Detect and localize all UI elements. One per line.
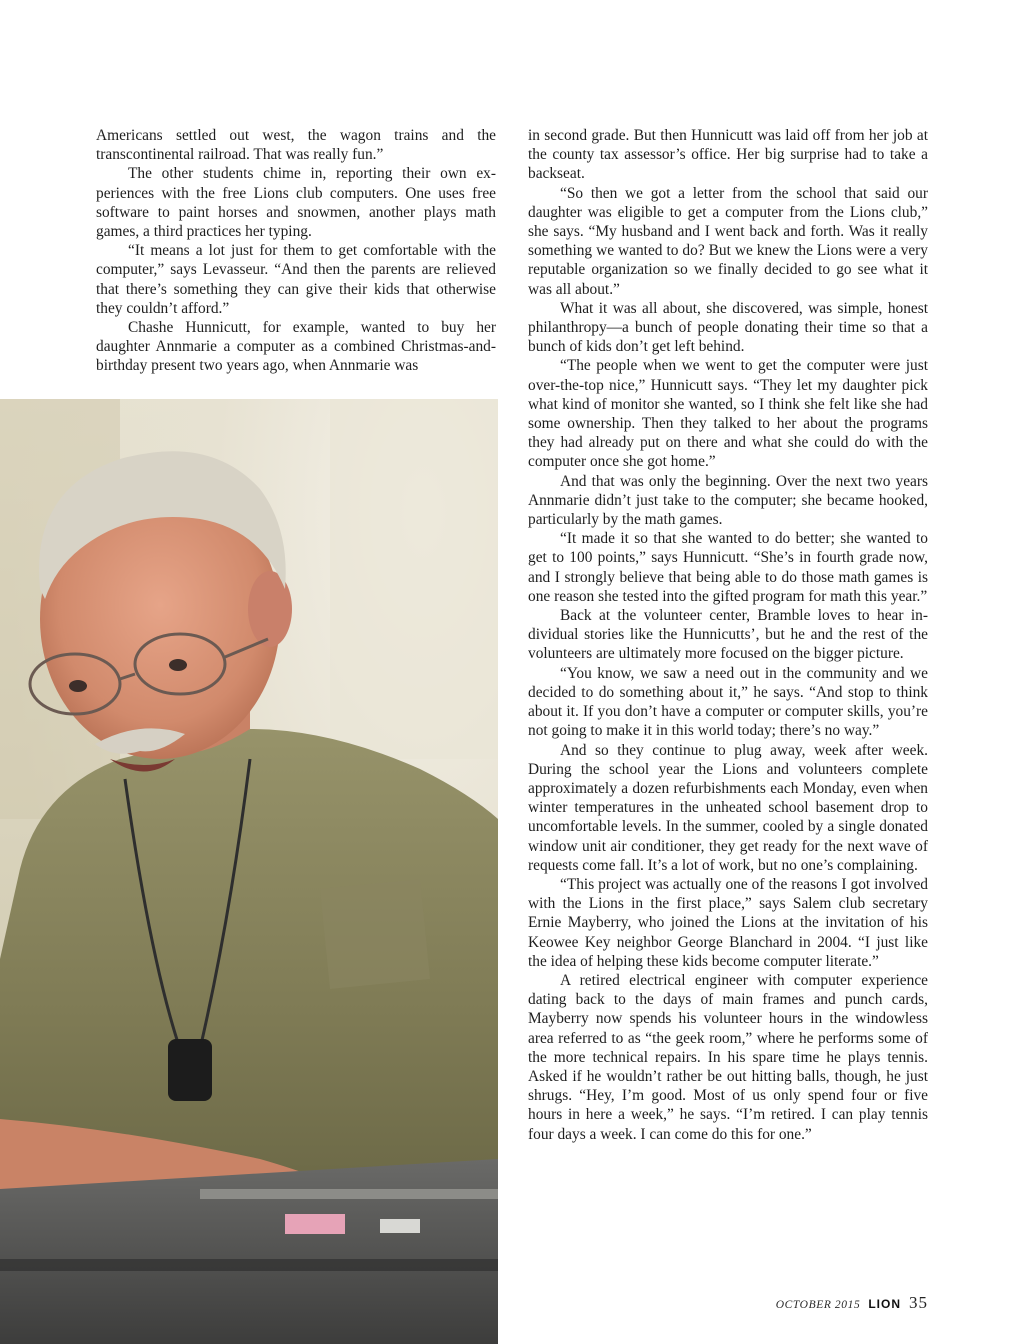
paragraph: Americans settled out west, the wagon trains and the transcontinental railroad. That was really fun.” — [96, 127, 496, 164]
portrait-photo — [0, 399, 498, 1344]
paragraph: “You know, we saw a need out in the community and we decided to do something about it,” he says. “And stop to think about it. If you don’t have a computer or computer skills, you’re not going to make it in this world today; there’s no way.” — [528, 664, 928, 740]
paragraph: “The people when we went to get the computer were just over-the-top nice,” Hunnicutt says. “They let my daughter pick what kind of monitor she wanted, so I think she felt like she had some ownership. Then they talked to her about the programs they had already put on there and what she could do with the computer once she got home.” — [528, 357, 928, 471]
paragraph: And that was only the beginning. Over the next two years Annmarie didn’t just take to the computer; she became hooked, particularly by the math games. — [528, 472, 928, 529]
paragraph: What it was all about, she discovered, was simple, honest philanthropy—a bunch of people donating their time so that a bunch of kids don’t get left behind. — [528, 299, 928, 356]
issue-date: OCTOBER 2015 — [775, 1299, 861, 1311]
article-left-column — [96, 126, 496, 376]
paragraph: And so they continue to plug away, week after week. During the school year the Lions and volunteers complete approximately a dozen refurbishments each Monday, even when winter temperatures in the unheated school basement drop to uncomfortable levels. In the summer, cooled by a single donated window unit air conditioner, they get ready for the next wave of requests come fall. It’s a lot of work, but no one’s complaining. — [528, 741, 928, 874]
paragraph: A retired electrical engineer with computer experience dating back to the days of main frames and punch cards, Mayberry now spends his volunteer hours in the windowless area referred to as “the geek room,” where he performs some of the more technical repairs. In his spare time he plays tennis. Asked if he wouldn’t rather be out hitting balls, though, he just shrugs. “Hey, I’m good. Most of us only spend four or five hours in here a week,” he says. “I’m retired. I can play tennis four days a week. I can come do this for one.” — [528, 971, 928, 1143]
paragraph: The other students chime in, reporting their own experiences with the free Lions club computers. One uses free software to paint horses and snowmen, another plays math games, a third practices her typing. — [96, 165, 496, 241]
paragraph: “This project was actually one of the reasons I got involved with the Lions in the first place,” says Salem club secretary Ernie Mayberry, who joined the Lions at the invitation of his Keowee Key neighbor George Blanchard in 2004. “I just like the idea of helping these kids become computer literate.” — [528, 875, 928, 970]
portrait-illustration — [0, 399, 498, 1344]
paragraph: “So then we got a letter from the school that said our daughter was eligible to get a computer from the Lions club,” she says. “My husband and I went back and forth. Was it really something we wanted to do? But we knew the Lions were a very reputable organization so we finally decided to go see what it was all about.” — [528, 184, 928, 298]
article-right-column — [528, 126, 928, 1144]
paragraph: Chashe Hunnicutt, for example, wanted to buy her daughter Annmarie a computer as a combined Christmas-and-birthday present two years ago, when Annmarie was — [96, 319, 496, 375]
page-footer — [776, 1293, 928, 1313]
paragraph: “It means a lot just for them to get comfortable with the computer,” says Levasseur. “And then the parents are relieved that there’s something they can give their kids that otherwise they couldn’t afford.” — [96, 242, 496, 317]
paragraph: “It made it so that she wanted to do better; she wanted to get to 100 points,” says Hunnicutt. “She’s in fourth grade now, and I strongly believe that being able to do those math games is one reason she tested into the gifted program for math this year.” — [528, 530, 928, 605]
paragraph: in second grade. But then Hunnicutt was laid off from her job at the county tax assessor’s office. Her big surprise had to take a backseat. — [528, 127, 928, 183]
magazine-name: LION — [868, 1297, 901, 1311]
page-number: 35 — [909, 1293, 928, 1312]
paragraph: Back at the volunteer center, Bramble loves to hear individual stories like the Hunnicutts’, but he and the rest of the volunteers are ultimately more focused on the bigger picture. — [528, 607, 928, 663]
